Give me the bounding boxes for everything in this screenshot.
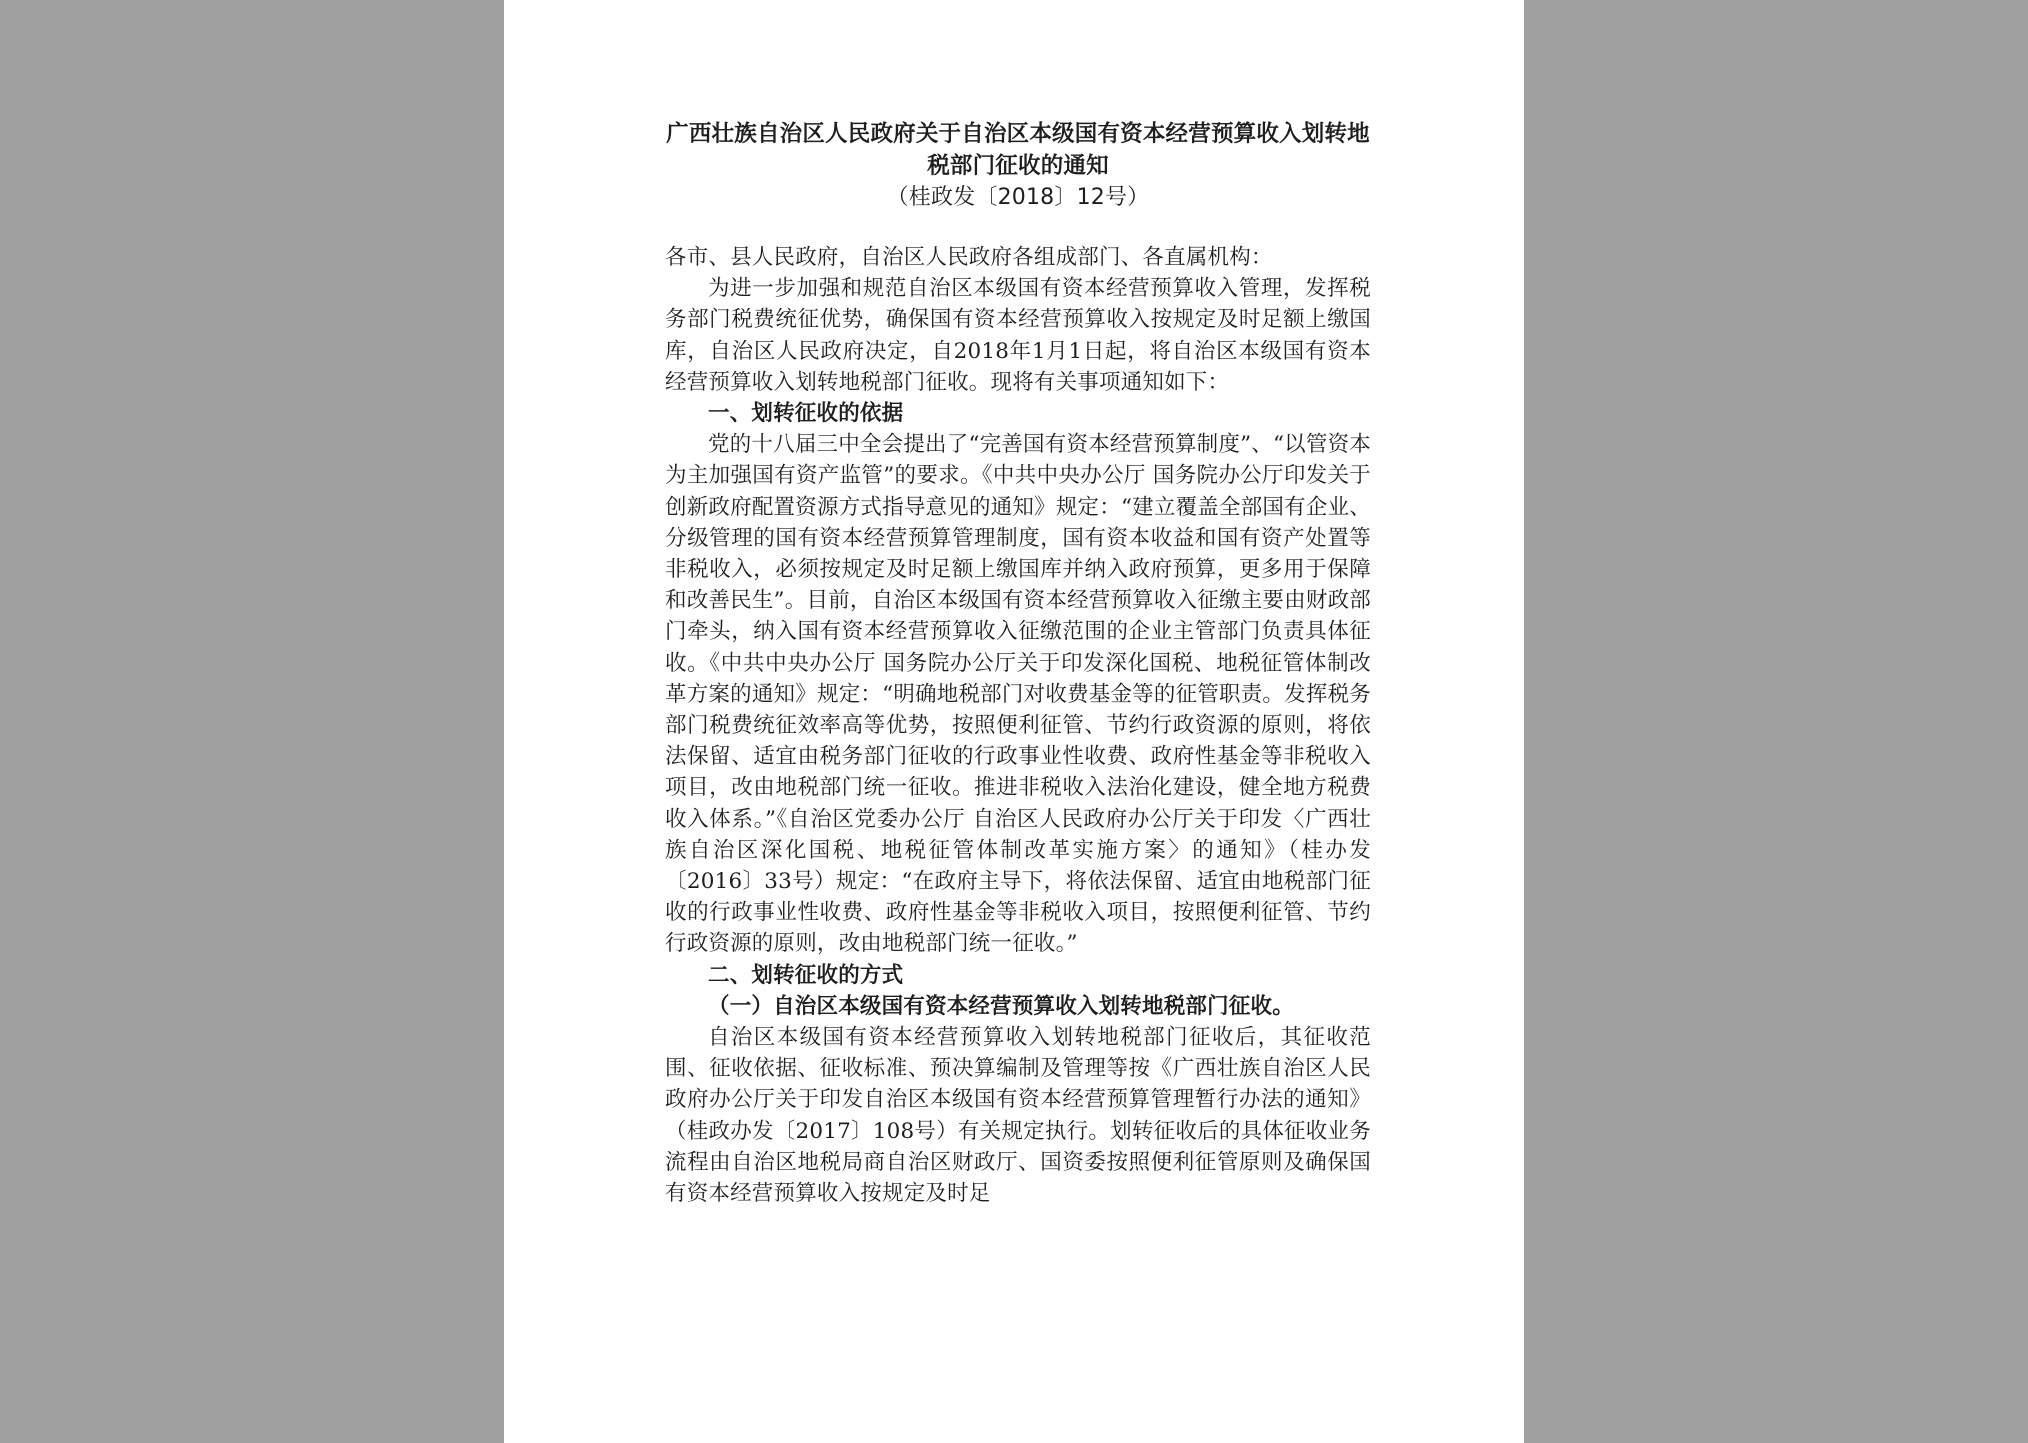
document-number: （桂政发〔2018〕12号） [886, 185, 1150, 210]
section-2-body: 自治区本级国有资本经营预算收入划转地税部门征收后，其征收范围、征收依据、征收标准、预决算编制及管理等按《广西壮族自治区人民政府办公厅关于印发自治区本级国有资本经营预算管理暂行办法的通知》（桂政办发〔2017〕108号）有关规定执行。划转征收后的具体征收业务流程由自治区地税局商自治区财政厅、国资委按照便利征管原则及确保国有资本经营预算收入按规定及时足 [665, 1025, 1371, 1207]
intro-paragraph: 为进一步加强和规范自治区本级国有资本经营预算收入管理，发挥税务部门税费统征优势，确保国有资本经营预算收入按规定及时足额上缴国库，自治区人民政府决定，自2018年1月1日起，将自治区本级国有资本经营预算收入划转地税部门征收。现将有关事项通知如下： [665, 276, 1371, 395]
document-title: 广西壮族自治区人民政府关于自治区本级国有资本经营预算收入划转地税部门征收的通知 [666, 121, 1370, 179]
section-1-body: 党的十八届三中全会提出了“完善国有资本经营预算制度”、“以管资本为主加强国有资产监管”的要求。《中共中央办公厅 国务院办公厅印发关于创新政府配置资源方式指导意见的通知》规定：“建立覆盖全部国有企业、分级管理的国有资本经营预算管理制度，国有资本收益和国有资产处置等非税收入，必须按规定及时足额上缴国库并纳入政府预算，更多用于保障和改善民生”。目前，自治区本级国有资本经营预算收入征缴主要由财政部门牵头，纳入国有资本经营预算收入征缴范围的企业主管部门负责具体征收。《中共中央办公厅 国务院办公厅关于印发深化国税、地税征管体制改革方案的通知》规定：“明确地税部门对收费基金等的征管职责。发挥税务部门税费统征效率高等优势，按照便利征管、节约行政资源的原则，将依法保留、适宜由税务部门征收的行政事业性收费、政府性基金等非税收入项目，改由地税部门统一征收。推进非税收入法治化建设，健全地方税费收入体系。”《自治区党委办公厅 自治区人民政府办公厅关于印发〈广西壮族自治区深化国税、地税征管体制改革实施方案〉的通知》（桂办发〔2016〕33号）规定：“在政府主导下，将依法保留、适宜由地税部门征收的行政事业性收费、政府性基金等非税收入项目，按照便利征管、节约行政资源的原则，改由地税部门统一征收。” [665, 432, 1371, 957]
section-1-heading: 一、划转征收的依据 [708, 401, 904, 427]
document-page [504, 0, 1524, 1443]
section-2-heading: 二、划转征收的方式 [708, 962, 904, 988]
salutation: 各市、县人民政府，自治区人民政府各组成部门、各直属机构： [665, 245, 1273, 270]
section-2-subheading-1: （一）自治区本级国有资本经营预算收入划转地税部门征收。 [708, 993, 1294, 1019]
page-content [665, 118, 1371, 1209]
